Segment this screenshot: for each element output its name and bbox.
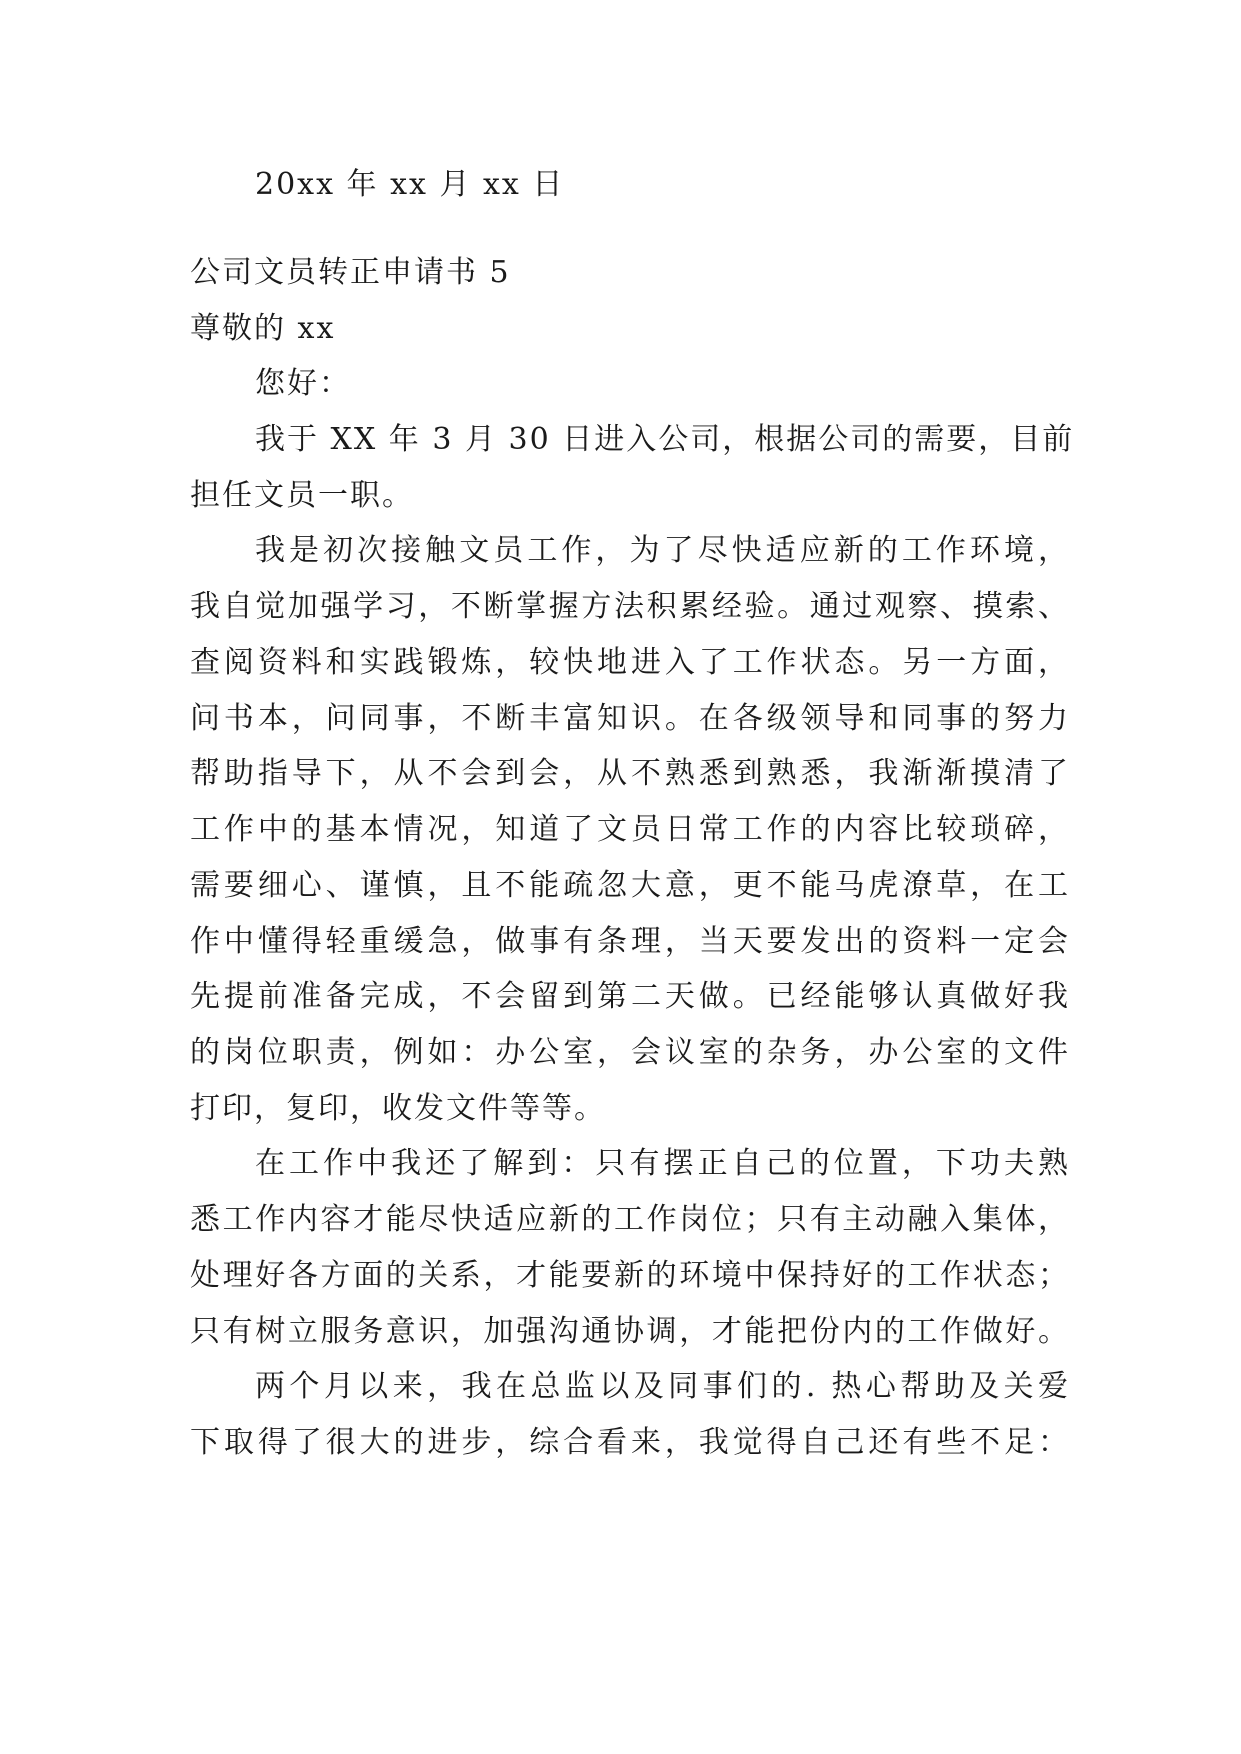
- body-line: 处理好各方面的关系，才能要新的环境中保持好的工作状态；: [190, 1258, 1070, 1293]
- body-line: 在工作中我还了解到：只有摆正自己的位置，下功夫熟: [255, 1146, 1070, 1181]
- body-line: 我自觉加强学习，不断掌握方法积累经验。通过观察、摸索、: [190, 589, 1070, 624]
- body-line: 帮助指导下，从不会到会，从不熟悉到熟悉，我渐渐摸清了: [190, 756, 1070, 791]
- body-line: 作中懂得轻重缓急，做事有条理，当天要发出的资料一定会: [190, 924, 1070, 959]
- date-line: 20xx 年 xx 月 xx 日: [255, 167, 565, 202]
- body-line: 的岗位职责，例如：办公室，会议室的杂务，办公室的文件: [190, 1035, 1070, 1070]
- salutation: 尊敬的 xx: [190, 311, 336, 346]
- body-line: 需要细心、谨慎，且不能疏忽大意，更不能马虎潦草，在工: [190, 868, 1070, 903]
- body-line: 先提前准备完成，不会留到第二天做。已经能够认真做好我: [190, 979, 1070, 1014]
- body-line: 打印，复印，收发文件等等。: [190, 1091, 606, 1126]
- greeting: 您好：: [255, 366, 351, 401]
- body-line: 查阅资料和实践锻炼，较快地进入了工作状态。另一方面，: [190, 645, 1070, 680]
- body-line: 只有树立服务意识，加强沟通协调，才能把份内的工作做好。: [190, 1314, 1070, 1349]
- body-line: 问书本，问同事，不断丰富知识。在各级领导和同事的努力: [190, 701, 1070, 736]
- body-line: 悉工作内容才能尽快适应新的工作岗位；只有主动融入集体，: [190, 1202, 1070, 1237]
- body-line: 我于 XX 年 3 月 30 日进入公司，根据公司的需要，目前: [255, 422, 1075, 457]
- body-line: 两个月以来，我在总监以及同事们的. 热心帮助及关爱: [255, 1369, 1070, 1404]
- body-line: 我是初次接触文员工作，为了尽快适应新的工作环境，: [255, 533, 1070, 568]
- body-line: 担任文员一职。: [190, 478, 414, 513]
- body-line: 工作中的基本情况，知道了文员日常工作的内容比较琐碎，: [190, 812, 1070, 847]
- document-title: 公司文员转正申请书 5: [190, 255, 511, 290]
- body-line: 下取得了很大的进步，综合看来，我觉得自己还有些不足：: [190, 1425, 1070, 1460]
